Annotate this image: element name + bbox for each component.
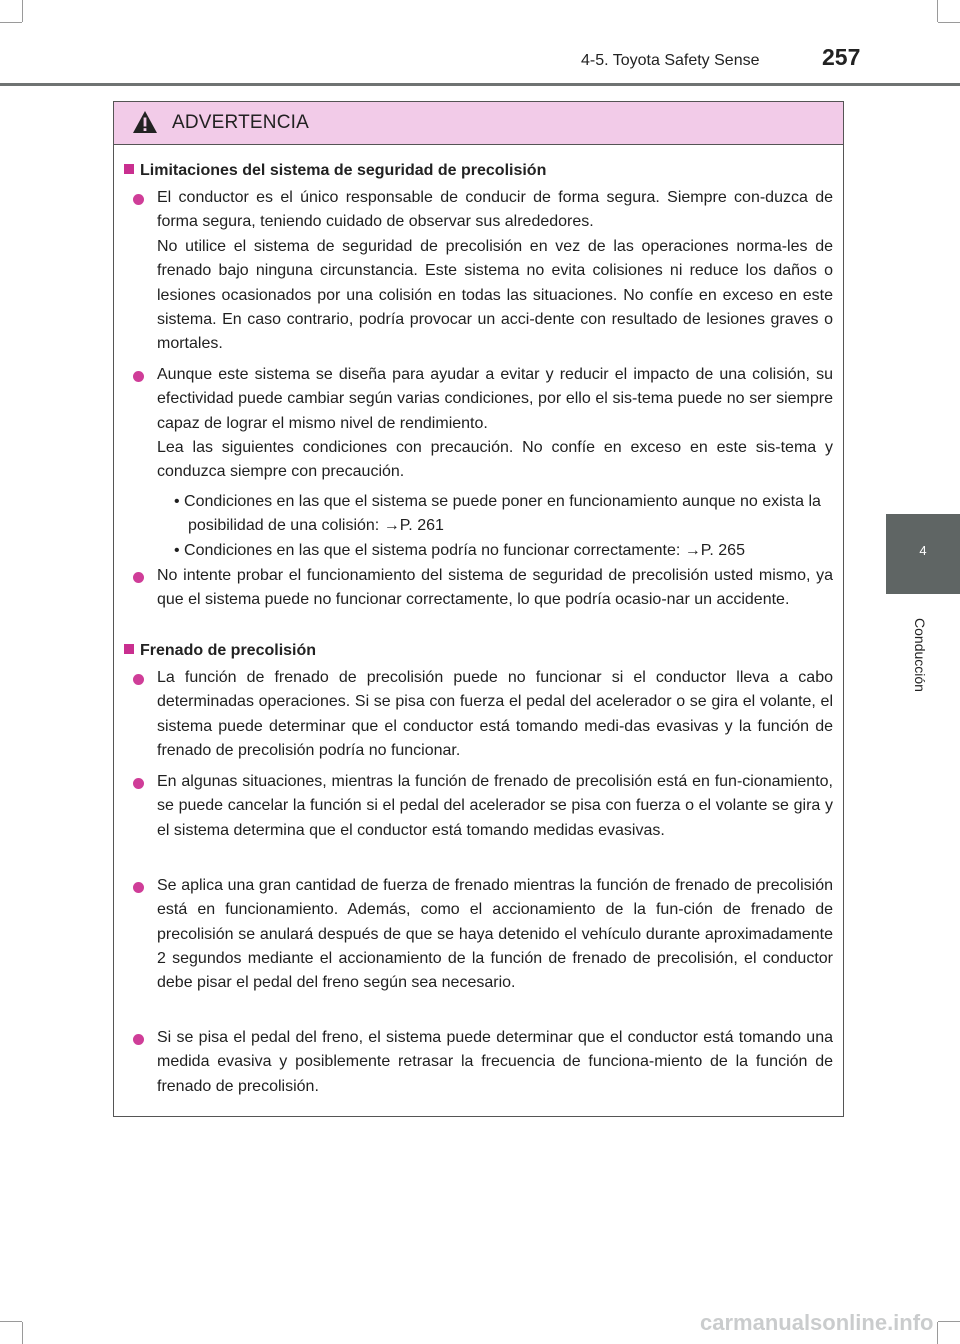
section-heading xyxy=(124,642,316,660)
bullet-paragraph-continued: No utilice el sistema de seguridad de precolisión en vez de las operaciones norma-les de frenado bajo ninguna circunstancia. Este sistema no evita colisiones ni reduce los daños o lesiones ocasionados por una colisión en todas las situaciones. No confíe en exceso en este sistema. En caso contrario, podría provocar un acci-dente con resultado de lesiones graves o mortales. xyxy=(157,238,833,353)
section-heading-text: Frenado de precolisión xyxy=(140,642,317,659)
section-heading-text: Limitaciones del sistema de seguridad de precolisión xyxy=(140,162,547,179)
watermark-logo xyxy=(700,1306,936,1340)
bullet-paragraph: No intente probar el funcionamiento del sistema de seguridad de precolisión usted mismo, ya que el sistema puede no funcionar correctamente, lo que podría ocasio-nar un accidente. xyxy=(157,567,833,609)
bullet-paragraph: En algunas situaciones, mientras la función de frenado de precolisión está en fun-cionamiento, se puede cancelar la función si el pedal del acelerador se pisa con fuerza o el volante se gira y el sistema determina que el conductor está tomando medidas evasivas. xyxy=(157,773,833,839)
circle-bullet-icon xyxy=(133,882,144,893)
circle-bullet-icon xyxy=(133,572,144,583)
bullet-paragraph: Si se pisa el pedal del freno, el sistema puede determinar que el conductor está tomando una medida evasiva y posiblemente retrasar la frecuencia de funciona-miento de la función de frenado de precolisión. xyxy=(157,1029,833,1095)
chapter-label xyxy=(910,600,930,710)
chapter-tab xyxy=(886,514,960,594)
crop-mark xyxy=(937,0,938,22)
warning-header xyxy=(114,102,843,145)
square-bullet-icon xyxy=(124,164,134,174)
bullet-paragraph: Se aplica una gran cantidad de fuerza de frenado mientras la función de frenado de precolisión está en funcionamiento. Además, como el accionamiento de la fun-ción de frenado de precolisión se anulará después de que se haya detenido el vehículo durante aproximadamente 2 segundos mediante el accionamiento de la función de frenado de precolisión, el conductor debe pisar el pedal del freno según sea necesario. xyxy=(157,877,833,992)
crop-mark xyxy=(0,22,22,23)
circle-bullet-icon xyxy=(133,1034,144,1045)
section-title: 4-5. Toyota Safety Sense xyxy=(581,52,760,69)
page-number: 257 xyxy=(822,44,861,70)
circle-bullet-icon xyxy=(133,778,144,789)
chapter-number: 4 xyxy=(919,543,927,558)
bullet-paragraph: La función de frenado de precolisión puede no funcionar si el conductor lleva a cabo determinadas operaciones. Si se pisa con fuerza el pedal del acelerador o se gira el volante, el sistema puede determinar que el conductor está tomando medi-das evasivas y la función de frenado de precolisión podría no funcionar. xyxy=(157,669,833,759)
header-rule xyxy=(0,83,960,86)
square-bullet-icon xyxy=(124,644,134,654)
sub-list-item: • Condiciones en las que el sistema se puede poner en funcionamiento aunque no exista la posibilidad de una colisión: →P. 261 xyxy=(174,493,821,535)
crop-mark xyxy=(22,0,23,22)
warning-title: ADVERTENCIA xyxy=(172,112,309,133)
crop-mark xyxy=(938,1321,960,1322)
chapter-label-text: Conducción xyxy=(912,618,928,692)
bullet-paragraph-continued: Lea las siguientes condiciones con precaución. No confíe en exceso en este sis-tema y conduzca siempre con precaución. xyxy=(157,439,833,481)
crop-mark xyxy=(938,22,960,23)
bullet-paragraph: El conductor es el único responsable de conducir de forma segura. Siempre con-duzca de forma segura, teniendo cuidado de observar sus alrededores. xyxy=(157,189,833,231)
bullet-paragraph: Aunque este sistema se diseña para ayudar a evitar y reducir el impacto de una colisión, su efectividad puede cambiar según varias condiciones, por ello el sis-tema puede no ser siempre capaz de lograr el mismo nivel de rendimiento. xyxy=(157,366,833,432)
svg-text:carmanualsonline.info: carmanualsonline.info xyxy=(700,1310,934,1335)
warning-triangle-icon xyxy=(132,110,158,134)
crop-mark xyxy=(0,1321,22,1322)
warning-box xyxy=(113,101,844,1117)
sub-list-item: • Condiciones en las que el sistema podría no funcionar correctamente: →P. 265 xyxy=(174,542,745,559)
circle-bullet-icon xyxy=(133,194,144,205)
section-heading xyxy=(124,162,546,180)
crop-mark xyxy=(937,1322,938,1344)
circle-bullet-icon xyxy=(133,674,144,685)
crop-mark xyxy=(22,1322,23,1344)
circle-bullet-icon xyxy=(133,371,144,382)
